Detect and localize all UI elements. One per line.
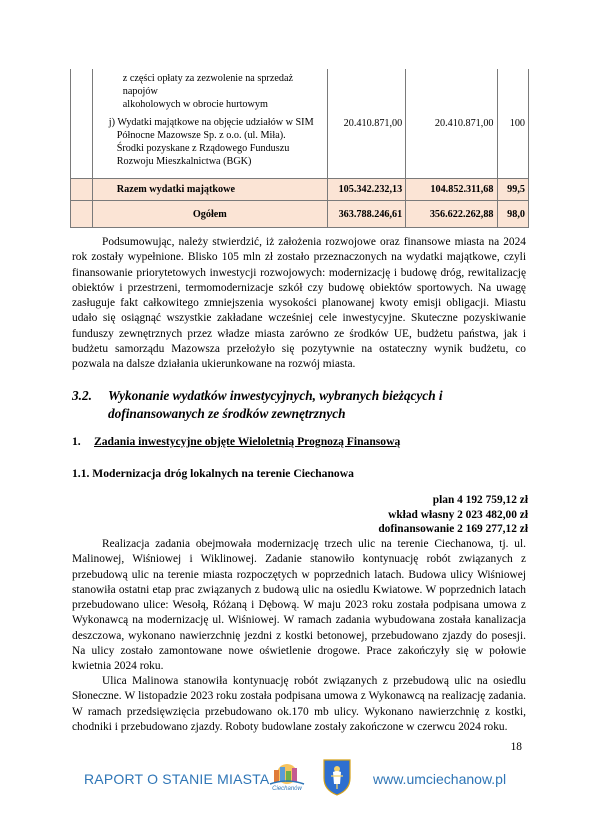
total-wykonanie: 356.622.262,88 [406,201,497,228]
malinowa-paragraph: Ulica Malinowa stanowiła kontynuację robót związanych z przebudową ulic na osiedlu Słoneczne. W listopadzie 2023 roku została podpisana umowa z Wykonawcą na realizację zadania. W ramach przedsięwzięcia przebudowano ok.170 mb ulicy. Wykonano nawierzchnię z kostki, chodniki i przebudowano zjazdy. Roboty budowlane zostały zakończone w czerwcu 2024 roku. [72,675,526,733]
footer-website-link[interactable]: www.umciechanow.pl [373,771,507,787]
table-row [71,69,529,114]
table-row [71,114,529,179]
realization-paragraph: Realizacja zadania obejmowała modernizację trzech ulic na terenie Ciechanowa, tj. ul. Malinowej, Wiśniowej i Wiklinowej. Zadanie stanowiło kontynuację robót związanych z przebudową ulic na terenie miasta rozpoczętych w poprzednich latach. Budowa ulicy Wiśniowej stanowiła ostatni etap prac związanych z budową ulic na osiedlu Kwiatowe. W poprzednich latach przebudowano ulice: Wesołą, Różaną i Dębową. W maju 2023 roku została podpisana umowa z Wykonawcą na modernizację ul. Wiśniowej. W ramach zadania wybudowana została kanalizacja deszczowa, wykonano nawierzchnię jezdni z kostki betonowej, przebudowano zjazdy do posesji. Na ulicy zostało zamontowane nowe oświetlenie drogowe. Prace zakończyły się w połowie kwietnia 2024 roku. [72,538,526,673]
summary-paragraph: Podsumowując, należy stwierdzić, iż założenia rozwojowe oraz finansowe miasta na 2024 rok zostały wypełnione. Blisko 105 mln zł zostało przeznaczonych na wydatki majątkowe, czyli finansowanie priorytetowych inwestycji rozwojowych: modernizację i budowę dróg, rewitalizację obiektów i przestrzeni, termomodernizacje szkół czy budowę obiektów sportowych. Na uwagę zasługuje fakt całkowitego zmniejszenia wysokości planowanej kwoty emisji obligacji. Miastu udało się osiągnąć wszystkie zakładane wcześniej cele inwestycyjne. Skuteczne pozyskiwanie funduszy zewnętrznych przez władze miasta zarówno ze środków UE, budżetu państwa, jak i budżetu samorządu Mazowsza przełożyło się pozytywnie na ostateczny wynik budżetu, co pozwala na dalsze działania ukierunkowane na rozwój miasta. [72,236,526,371]
sum-wykonanie: 104.852.311,68 [406,179,497,201]
row-sim-percent: 100 [497,114,529,179]
city-logo-icon [268,762,306,792]
city-logo-text: Ciechanów [272,786,302,792]
row-alcohol-description: z części opłaty za zezwolenie na sprzedaż napojów alkoholowych w obrocie hurtowym [92,69,327,114]
plan-amount: plan 4 192 759,12 zł [432,494,528,506]
page-number: 18 [510,741,522,753]
footer-report-title: RAPORT O STANIE MIASTA [84,771,270,787]
total-label: Ogółem [92,201,327,228]
document-page: z części opłaty za zezwolenie na sprzedaż napojów alkoholowych w obrocie hurtowym j) Wydatki majątkowe na objęcie udziałów w SIM Północne Mazowsze Sp. z o.o. (ul. Miła). Środki pozyskane z Rządowego Funduszu Rozwoju Mieszkalnictwa (BGK) 20.410.871,00 20.410.871,00 100 Razem wydatki majątkowe 105.342.232,13 104.852.311,68 99,5 Ogółem 363.788.246,61 356.622.262,88 98,0 Podsumowując, należy stwierdzić, iż założenia rozwojowe oraz finansowe miasta na 2024 rok zostały wypełnione. Blisko 105 mln zł zostało przeznaczonych na wydatki majątkowe, czyli finansowanie priorytetowych inwestycji rozwojowych: modernizację i budowę dróg, rewitalizację obiektów i przestrzeni, termomodernizacje szkół czy budowę obiektów sportowych. Na uwagę zasługuje fakt całkowitego zmniejszenia wysokości planowanej kwoty emisji obligacji. Miastu udało się osiągnąć wszystkie zakładane wcześniej cele inwestycyjne. Skuteczne pozyskiwanie funduszy zewnętrznych przez władze miasta zarówno ze środków UE, budżetu państwa, jak i budżetu samorządu Mazowsza przełożyło się pozytywnie na ostateczny wynik budżetu, co pozwala na dalsze działania ukierunkowane na rozwój miasta. 3.2. Wykonanie wydatków inwestycyjnych, wybranych bieżących i dofinansowanych ze środków zewnętrznych 1. Zadania inwestycyjne objęte Wieloletnią Prognozą Finansową 1.1. Modernizacja dróg lokalnych na terenie Ciechanowa plan 4 192 759,12 zł wkład własny 2 023 482,00 zł dofinansowanie 2 169 277,12 zł Realizacja zadania obejmowała modernizację trzech ulic na terenie Ciechanowa, tj. ul. Malinowej, Wiśniowej i Wiklinowej. Zadanie stanowiło kontynuację robót związanych z przebudową ulic na terenie miasta rozpoczętych w poprzednich latach. Budowa ulicy Wiśniowej stanowiła ostatni etap prac związanych z budową ulic na osiedlu Kwiatowe. W poprzednich latach przebudowano ulice: Wesołą, Różaną i Dębową. W maju 2023 roku została podpisana umowa z Wykonawcą na modernizację ul. Wiśniowej. W ramach zadania wybudowana została kanalizacja deszczowa, wykonano nawierzchnię jezdni z kostki betonowej, przebudowano zjazdy do posesji. Na ulicy zostało zamontowane nowe oświetlenie drogowe. Prace zakończyły się w połowie kwietnia 2024 roku. Ulica Malinowa stanowiła kontynuację robót związanych z przebudową ulic na osiedlu Słoneczne. W listopadzie 2023 roku została podpisana umowa z Wykonawcą na realizację zadania. W ramach przedsięwzięcia przebudowano ok.170 mb ulicy. Wykonano nawierzchnię z kostki, chodniki i przebudowano zjazdy. Roboty budowlane zostały zakończone w czerwcu 2024 roku. 18 RAPORT O STANIE MIASTA Ciechanów www.umciechanow.pl [0,0,594,840]
row-sim-plan: 20.410.871,00 [327,114,405,179]
sum-label: Razem wydatki majątkowe [92,179,327,201]
subsection-heading-1-1: 1.1. Modernizacja dróg lokalnych na terenie Ciechanowa [72,467,354,480]
budget-table [70,69,529,228]
funding-amounts [378,493,528,537]
coat-of-arms-icon [322,758,352,796]
subsection-heading-1: 1. Zadania inwestycyjne objęte Wieloletnią Prognozą Finansową [72,435,401,448]
sum-percent: 99,5 [497,179,529,201]
total-percent: 98,0 [497,201,529,228]
total-plan: 363.788.246,61 [327,201,405,228]
cofinancing-amount: dofinansowanie 2 169 277,12 zł [378,523,528,535]
sum-plan: 105.342.232,13 [327,179,405,201]
row-sim-wykonanie: 20.410.871,00 [406,114,497,179]
row-sim-description: j) Wydatki majątkowe na objęcie udziałów w SIM Północne Mazowsze Sp. z o.o. (ul. Miła). Środki pozyskane z Rządowego Funduszu Rozwoju Mieszkalnictwa (BGK) [92,114,327,179]
own-contribution-amount: wkład własny 2 023 482,00 zł [388,508,528,521]
table-row-sum [71,179,529,201]
table-row-total [71,201,529,228]
